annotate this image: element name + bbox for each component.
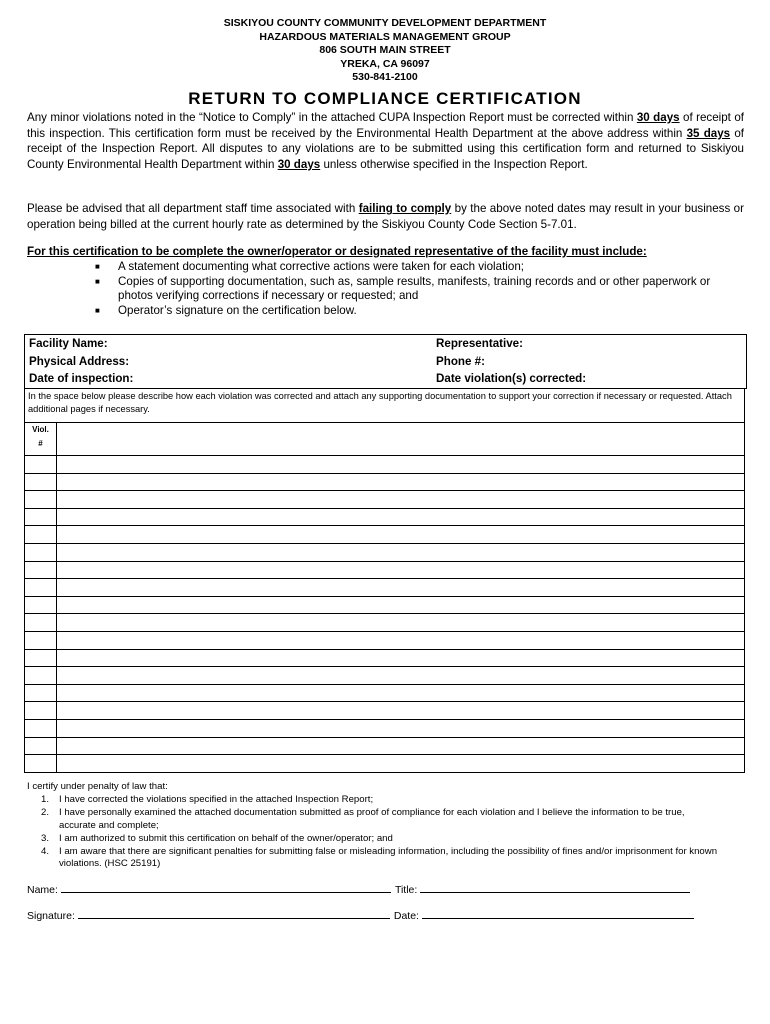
notice-paragraph (27, 110, 744, 173)
list-item (95, 275, 715, 304)
certification-statement (27, 781, 744, 871)
violation-number-cell[interactable] (25, 719, 57, 737)
para1-text-g: unless otherwise specified in the Inspection Report. (320, 158, 588, 172)
violation-number-cell[interactable] (25, 456, 57, 474)
violation-number-cell[interactable] (25, 579, 57, 597)
list-item (27, 846, 744, 872)
violation-number-cell[interactable] (25, 631, 57, 649)
correction-description-cell[interactable] (57, 719, 745, 737)
header-line-city: YREKA, CA 96097 (340, 57, 430, 70)
correction-description-cell[interactable] (57, 596, 745, 614)
date-input[interactable] (422, 908, 694, 919)
date-corrected-field[interactable]: Date violation(s) corrected: (436, 372, 587, 385)
correction-description-cell[interactable] (57, 649, 745, 667)
info-row (25, 370, 746, 389)
table-row (25, 491, 745, 509)
requirements-heading: For this certification to be complete the owner/operator or designated representative of the facility must include: (27, 245, 647, 258)
table-row (25, 508, 745, 526)
correction-description-cell[interactable] (57, 473, 745, 491)
table-instructions: In the space below please describe how each violation was corrected and attach any supporting documentation to support your correction if necessary or requested. Attach additional pages if necessary. (24, 388, 745, 422)
correction-description-cell[interactable] (57, 631, 745, 649)
para1-text-e: of receipt of the Inspection Report. All disputes to any violations are to be submitted using this certification form and returned to Siskiyou County Environmental Health Department within (27, 126, 745, 172)
table-row (25, 543, 745, 561)
requirement-text: A statement documenting what corrective actions were taken for each violation; (118, 260, 524, 273)
signature-label: Signature: (27, 910, 75, 922)
item-text: I have personally examined the attached documentation submitted as proof of compliance for each violation and I believe the information to be true, accurate and complete; (59, 806, 685, 831)
correction-description-cell[interactable] (57, 508, 745, 526)
info-row (25, 353, 746, 371)
form-title: RETURN TO COMPLIANCE CERTIFICATION (188, 89, 582, 108)
table-row (25, 755, 745, 773)
correction-description-cell[interactable] (57, 755, 745, 773)
name-input[interactable] (61, 882, 391, 893)
correction-description-cell[interactable] (57, 561, 745, 579)
requirement-text: Copies of supporting documentation, such as, sample results, manifests, training records and or other paperwork or photos verifying corrections if necessary or requested; and (118, 274, 711, 303)
correction-description-cell[interactable] (57, 423, 745, 456)
correction-description-cell[interactable] (57, 491, 745, 509)
physical-address-field[interactable]: Physical Address: (29, 354, 130, 368)
correction-description-cell[interactable] (57, 667, 745, 685)
table-row (25, 667, 745, 685)
list-item (95, 304, 715, 319)
violation-number-cell[interactable] (25, 649, 57, 667)
date-label: Date: (393, 910, 419, 922)
violation-number-cell[interactable] (25, 755, 57, 773)
header-line-department: SISKIYOU COUNTY COMMUNITY DEVELOPMENT DEPARTMENT (223, 17, 547, 29)
item-text: I am authorized to submit this certification on behalf of the owner/operator; and (59, 832, 393, 844)
header-line-group: HAZARDOUS MATERIALS MANAGEMENT GROUP (259, 30, 511, 43)
list-item (95, 260, 715, 275)
para1-deadline-35-days: 35 days (686, 126, 731, 140)
correction-description-cell[interactable] (57, 543, 745, 561)
violation-number-cell[interactable] (25, 684, 57, 702)
violation-number-cell[interactable] (25, 737, 57, 755)
date-segment (394, 908, 694, 922)
correction-description-cell[interactable] (57, 526, 745, 544)
item-number: 2. (40, 806, 49, 818)
viol-header-label: Viol. (32, 425, 49, 434)
violation-number-cell[interactable] (25, 667, 57, 685)
title-label: Title: (394, 884, 418, 896)
signature-segment (27, 908, 390, 922)
violation-number-cell[interactable] (25, 702, 57, 720)
info-row (25, 335, 746, 353)
bullet-icon: ■ (95, 276, 100, 286)
date-of-inspection-field[interactable]: Date of inspection: (29, 372, 134, 385)
item-text: I have corrected the violations specified in the attached Inspection Report; (59, 793, 374, 805)
list-item (27, 833, 744, 846)
violation-number-cell[interactable] (25, 596, 57, 614)
name-label: Name: (27, 884, 58, 896)
header-line-street: 806 SOUTH MAIN STREET (319, 44, 451, 56)
table-row (25, 684, 745, 702)
para2-text-c: by the above noted dates may result in your business or operation being billed at the current hourly rate as determined by the Siskiyou County Code Section 5-7.01. (27, 202, 744, 231)
violation-number-cell[interactable] (25, 561, 57, 579)
correction-description-cell[interactable] (57, 456, 745, 474)
item-number: 1. (40, 793, 49, 805)
table-row (25, 526, 745, 544)
billing-paragraph (27, 201, 744, 232)
para1-deadline-30-days: 30 days (636, 111, 680, 124)
item-number: 3. (40, 832, 49, 844)
title-input[interactable] (420, 882, 690, 893)
table-row (25, 423, 745, 456)
certify-intro: I certify under penalty of law that: (27, 781, 168, 792)
table-row (25, 473, 745, 491)
item-number: 4. (40, 845, 49, 857)
representative-field[interactable]: Representative: (436, 337, 523, 350)
signature-input[interactable] (78, 908, 390, 919)
item-text: I am aware that there are significant penalties for submitting false or misleading information, including the possibility of fines and/or imprisonment for known violations. (HSC 25191) (59, 845, 718, 870)
table-row (25, 631, 745, 649)
phone-field[interactable]: Phone #: (436, 354, 485, 368)
department-header (0, 17, 770, 85)
table-row (25, 719, 745, 737)
correction-description-cell[interactable] (57, 614, 745, 632)
violation-number-cell[interactable] (25, 526, 57, 544)
facility-info-box (24, 334, 747, 389)
para2-text-a: Please be advised that all department staff time associated with (27, 202, 359, 215)
violation-number-cell[interactable] (25, 614, 57, 632)
correction-description-cell[interactable] (57, 737, 745, 755)
header-line-phone: 530-841-2100 (352, 71, 418, 83)
table-row (25, 596, 745, 614)
violation-number-header (25, 423, 57, 456)
table-row (25, 702, 745, 720)
para2-failing-to-comply: failing to comply (358, 202, 452, 215)
requirement-text: Operator’s signature on the certification below. (118, 304, 357, 318)
violation-number-cell[interactable] (25, 491, 57, 509)
name-segment (27, 882, 391, 896)
violation-number-cell[interactable] (25, 543, 57, 561)
bullet-icon: ■ (95, 262, 100, 271)
para1-text-a: Any minor violations noted in the “Notice to Comply” in the attached CUPA Inspection Report must be corrected within (27, 111, 637, 124)
table-row (25, 737, 745, 755)
para1-text-c: of receipt of this inspection. This certification form must be received by the Environmental Health Department at the above address within (27, 111, 744, 140)
requirements-list (95, 260, 715, 319)
number-sign-label: # (38, 439, 43, 448)
list-item (27, 794, 744, 807)
bullet-icon: ■ (95, 306, 100, 316)
table-row (25, 614, 745, 632)
title-segment (395, 882, 690, 896)
para1-dispute-30-days: 30 days (277, 158, 321, 172)
table-row (25, 456, 745, 474)
facility-name-field[interactable]: Facility Name: (29, 337, 108, 350)
correction-description-cell[interactable] (57, 579, 745, 597)
violation-number-cell[interactable] (25, 508, 57, 526)
signature-date-line (27, 908, 744, 922)
table-row (25, 579, 745, 597)
correction-description-cell[interactable] (57, 684, 745, 702)
table-row (25, 561, 745, 579)
correction-description-cell[interactable] (57, 702, 745, 720)
violations-table (24, 422, 745, 773)
table-row (25, 649, 745, 667)
name-title-line (27, 882, 744, 896)
list-item (27, 807, 744, 833)
violation-number-cell[interactable] (25, 473, 57, 491)
